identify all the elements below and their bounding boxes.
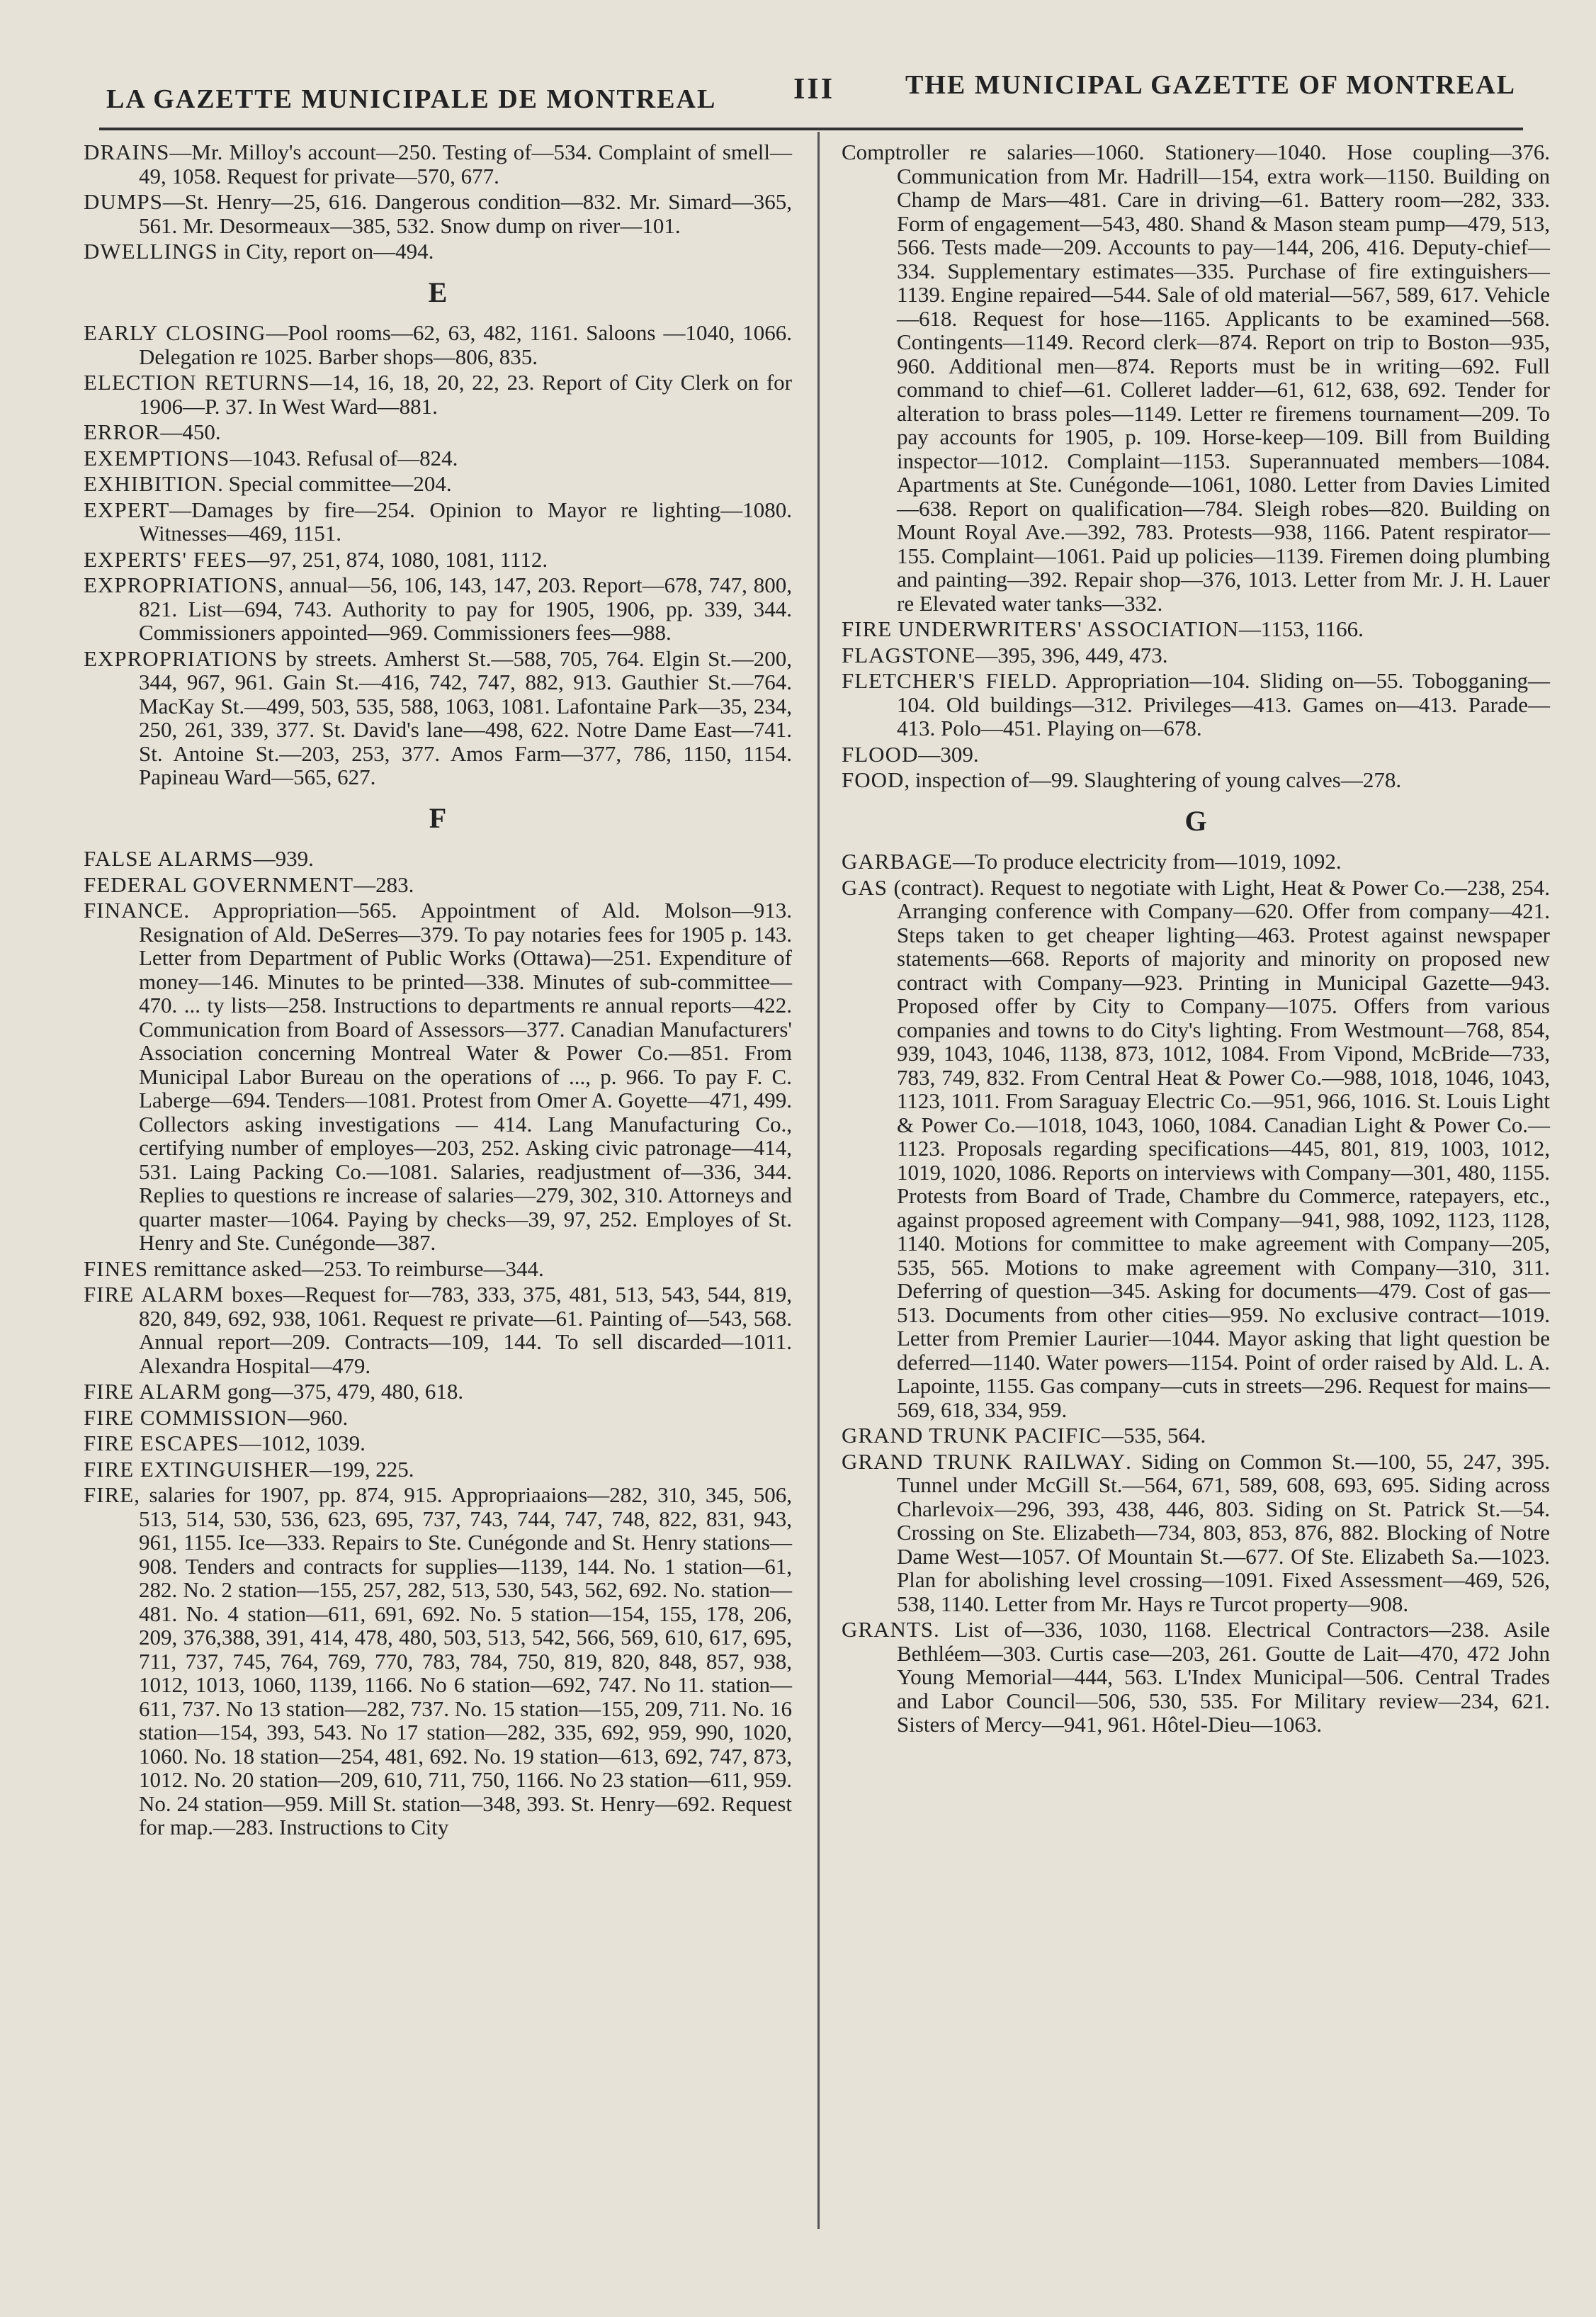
entry-heading: EXPERT [84,497,170,522]
entry-heading: DRAINS [84,140,170,164]
entry-references: —Damages by fire—254. Opinion to Mayor re lighting—1080. Witnesses—469, 1151. [139,497,792,546]
index-entry [84,1483,792,1839]
entry-heading: GRAND TRUNK RAILWAY [842,1448,1126,1474]
index-entry [842,1424,1550,1448]
entry-references: , inspection of—99. Slaughtering of young calves—278. [904,767,1402,792]
index-entry [842,669,1550,740]
entry-references: —1153, 1166. [1238,616,1364,641]
entry-references: —St. Henry—25, 616. Dangerous condition—832. Mr. Simard—365, 561. Mr. Desormeaux—385, 532. Snow dump on river—101. [139,189,792,238]
index-entry [842,643,1550,667]
entry-references: —283. [353,872,414,897]
section-letter: E [428,276,448,308]
entry-references: Comptroller re salaries—1060. Stationery—1040. Hose coupling—376. Communication from Mr. Hadrill—154, extra work—1150. Building on Champ de Mars—481. Care in driving—61. Battery room—282, 333. Form of engagement—543, 480. Shand & Mason steam pump—479, 513, 566. Tests made—209. Accounts to pay—144, 206, 416. Deputy-chief—334. Supplementary estimates—335. Purchase of fire extinguishers—1139. Engine repaired—544. Sale of old material—567, 589, 617. Vehicle—618. Request for hose—1165. Applicants to be examined—568. Contingents—1149. Record clerk—874. Report on trip to Boston—935, 960. Additional men—874. Reports must be in writing—692. Full command to chief—61. Colleret ladder—61, 612, 638, 692. Tender for alteration to brass poles—1149. Letter re firemens tournament—209. To pay accounts for 1905, p. 109. Horse-keep—109. Bill from Building inspector—1012. Complaint—1153. Superannuated members—1084. Apartments at Ste. Cunégonde—1061, 1080. Letter from Davies Limited—638. Report on qualification—784. Sleigh robes—820. Building on Mount Royal Ave.—392, 783. Protests—938, 1166. Patent respirator—155. Complaint—1061. Paid up policies—1139. Firemen doing plumbing and painting—392. Repair shop—376, 1013. Letter from Mr. J. H. Lauer re Elevated water tanks—332. [842,140,1550,616]
entry-references: —1043. Refusal of—824. [230,445,458,470]
entry-heading: ERROR [84,419,161,444]
index-entry [84,1257,792,1281]
index-entry [84,190,792,237]
index-entry [84,847,792,871]
entry-heading: FIRE ALARM [84,1282,225,1307]
entry-references: . Appropriation—565. Appointment of Ald. Molson—913. Resignation of Ald. DeSerres—379. To pay notaries fees for 1905 p. 143. Letter from Department of Public Works (Ottawa)—251. Expenditure of money—146. Minutes to be printed—338. Minutes of sub-committee—470. ... ty lists—258. Instructions to departments re annual reports—422. Communication from Board of Assessors—377. Canadian Manufacturers' Association concerning Montreal Water & Power Co.—851. From Municipal Labor Bureau on the operations of ..., p. 966. To pay F. C. Laberge—694. Tenders—1081. Protest from Omer A. Goyette—471, 499. Collectors asking investigations — 414. Lang Manufacturing Co., certifying number of employes—203, 252. Asking civic patronage—414, 531. Laing Packing Co.—1081. Salaries, readjustment of—336, 344. Replies to questions re increase of salaries—279, 302, 310. Attorneys and quarter master—1064. Paying by checks—39, 97, 252. Employes of St. Henry and Ste. Cunégonde—387. [139,898,792,1255]
entry-references: . Special committee—204. [217,471,452,496]
entry-heading: GAS [842,874,888,900]
index-entry [84,472,792,496]
entry-heading: DWELLINGS [84,239,218,264]
entry-references: , annual—56, 106, 143, 147, 203. Report—678, 747, 800, 821. List—694, 743. Authority to pay for 1905, 1906, pp. 339, 344. Commissioners appointed—969. Commissioners fees—988. [139,573,792,645]
index-entry [84,1380,792,1404]
header-english-title: THE MUNICIPAL GAZETTE OF MONTREAL [905,70,1516,100]
entry-references: , salaries for 1907, pp. 874, 915. Appropriaaions—282, 310, 345, 506, 513, 514, 530, 536, 623, 695, 737, 743, 744, 747, 748, 822, 831, 943, 961, 1155. Ice—333. Repairs to Ste. Cunégonde and St. Henry stations—908. Tenders and contracts for supplies—1139, 144. No. 1 station—61, 282. No. 2 station—155, 257, 282, 513, 530, 543, 562, 692. No. station—481. No. 4 station—611, 691, 692. No. 5 station—154, 155, 178, 206, 209, 376,388, 391, 414, 478, 480, 503, 513, 542, 566, 569, 610, 617, 695, 711, 737, 745, 764, 769, 770, 783, 784, 750, 819, 820, 848, 857, 938, 1012, 1013, 1060, 1139, 1166. No 6 station—692, 747. No 11. station—611, 737. No 13 station—282, 737. No. 15 station—155, 209, 711. No. 16 station—154, 393, 543. No 17 station—282, 335, 692, 959, 990, 1020, 1060. No. 18 station—254, 481, 692. No. 19 station—613, 692, 747, 873, 1012. No. 20 station—209, 610, 711, 750, 1166. No 23 station—611, 959. No. 24 station—959. Mill St. station—348, 393. St. Henry—692. Request for map.—283. Instructions to City [134,1482,792,1839]
index-entry [842,743,1550,767]
entry-references: —535, 564. [1101,1423,1206,1448]
index-entry [842,617,1550,641]
index-column-left [84,140,792,1842]
section-letter: F [429,801,447,834]
index-entry [842,876,1550,1422]
entry-heading: FIRE COMMISSION [84,1404,288,1430]
index-entry [84,1431,792,1455]
index-entry [84,898,792,1255]
entry-heading: FIRE [84,1482,135,1507]
index-entry [84,239,792,264]
index-entry [84,1282,792,1377]
index-entry [842,850,1550,874]
index-entry [842,140,1550,615]
entry-references: . List of—336, 1030, 1168. Electrical Contractors—238. Asile Bethléem—303. Curtis case—203, 261. Goutte de Lait—470, 472 John Young Memorial—444, 563. L'Index Municipal—506. Central Trades and Labor Council—506, 530, 535. For Military review—234, 621. Sisters of Mercy—941, 961. Hôtel-Dieu—1063. [897,1617,1550,1737]
section-letter: G [1184,804,1207,837]
entry-heading: FLAGSTONE [842,642,976,667]
entry-references: —14, 16, 18, 20, 22, 23. Report of City Clerk on for 1906—P. 37. In West Ward—881. [139,370,792,419]
column-divider [817,132,820,2229]
entry-references: —Mr. Milloy's account—250. Testing of—534. Complaint of smell—49, 1058. Request for private—570, 677. [139,140,792,188]
index-entry [842,1450,1550,1616]
entry-heading: EXHIBITION [84,471,218,496]
entry-references: . Appropriation—104. Sliding on—55. Tobogganing—104. Old buildings—312. Privileges—413. Games on—413. Parade—413. Polo—451. Playing on—678. [897,668,1550,740]
index-entry [842,768,1550,792]
entry-references: —395, 396, 449, 473. [975,642,1168,667]
entry-references: —Pool rooms—62, 63, 482, 1161. Saloons —1040, 1066. Delegation re 1025. Barber shops—806, 835. [139,320,792,369]
entry-heading: EARLY CLOSING [84,320,266,345]
entry-heading: ELECTION RETURNS [84,370,310,395]
entry-references: . Siding on Common St.—100, 55, 247, 395. Tunnel under McGill St.—564, 671, 589, 608, 693, 695. Siding across Charlevoix—296, 393, 438, 446, 803. Siding on St. Patrick St.—54. Crossing on Ste. Elizabeth—734, 803, 853, 876, 882. Blocking of Notre Dame West—1057. Of Mountain St.—677. Of Ste. Elizabeth Sa.—1023. Plan for abolishing level crossing—1091. Fixed Assessment—469, 526, 538, 1140. Letter from Mr. Hays re Turcot property—908. [897,1448,1550,1616]
entry-references: remittance asked—253. To reimburse—344. [148,1256,544,1281]
index-entry [84,371,792,418]
page-header [99,62,1523,130]
index-entry [84,1406,792,1430]
index-entry [84,873,792,897]
entry-heading: FINANCE [84,898,184,923]
entry-references: —97, 251, 874, 1080, 1081, 1112. [247,546,548,572]
entry-heading: FLOOD [842,741,919,767]
entry-heading: EXPERTS' FEES [84,546,248,572]
entry-references: boxes—Request for—783, 333, 375, 481, 513, 543, 544, 819, 820, 849, 692, 938, 1061. Request re private—61. Painting of—543, 568. Annual report—209. Contracts—109, 144. To sell discarded—1011. Alexandra Hospital—479. [139,1282,793,1378]
entry-heading: FEDERAL GOVERNMENT [84,872,354,897]
index-entry [84,140,792,188]
index-column-right [842,140,1550,1739]
entry-references: —To produce electricity from—1019, 1092. [952,849,1342,874]
page-number: III [793,73,835,106]
index-entry [84,1458,792,1482]
entry-heading: FIRE UNDERWRITERS' ASSOCIATION [842,616,1239,641]
index-entry [84,321,792,368]
entry-heading: FINES [84,1256,149,1281]
entry-heading: EXEMPTIONS [84,445,230,470]
entry-heading: FIRE ESCAPES [84,1431,239,1455]
entry-heading: EXPROPRIATIONS [84,646,278,671]
entry-references: gong—375, 479, 480, 618. [222,1379,464,1404]
entry-heading: FLETCHER'S FIELD [842,668,1052,693]
entry-heading: GRANTS [842,1617,934,1642]
entry-references: (contract). Request to negotiate with Light, Heat & Power Co.—238, 254. Arranging conference with Company—620. Offer from company—421. Steps taken to get cheaper lighting—463. Protest against newspaper statements—668. Reports of majority and minority on proposed new contract with Company—923. Printing in Municipal Gazette—943. Proposed offer by City to Company—1075. Offers from various companies and towns to do City's lighting. From Westmount—768, 854, 939, 1043, 1046, 1138, 873, 1012, 1084. From Vipond, McBride—733, 783, 749, 832. From Central Heat & Power Co.—988, 1018, 1046, 1043, 1123, 1011. From Saraguay Electric Co.—951, 966, 1016. St. Louis Light & Power Co.—1018, 1043, 1060, 1084. Canadian Light & Power Co.—1123. Proposals regarding specifications—445, 801, 819, 1003, 1012, 1019, 1020, 1086. Reports on interviews with Company—301, 480, 1155. Protests from Board of Trade, Chambre du Commerce, ratepayers, etc., against proposed agreement with Company—941, 988, 1092, 1123, 1128, 1140. Motions for committee to make agreement with Company—205, 535, 565. Motions to make agreement with Company—310, 311. Deferring of question—345. Asking for documents—479. Cost of gas—513. Documents from other cities—959. No exclusive contract—1019. Letter from Premier Laurier—1044. Mayor asking that light question be deferred—1140. Water powers—1154. Point of order raised by Ald. L. A. Lapointe, 1155. Gas company—cuts in streets—296. Request for mains—569, 618, 334, 959. [888,874,1550,1422]
entry-heading: FALSE ALARMS [84,846,254,871]
entry-heading: FIRE EXTINGUISHER [84,1456,310,1482]
index-entry [84,446,792,470]
entry-heading: FIRE ALARM [84,1379,222,1404]
entry-heading: EXPROPRIATIONS [84,573,278,597]
entry-references: —1012, 1039. [239,1431,366,1455]
index-entry [84,647,792,789]
index-entry [84,573,792,645]
entry-references: —309. [918,741,979,767]
index-entry [84,420,792,444]
header-french-title: LA GAZETTE MUNICIPALE DE MONTREAL [106,84,717,114]
index-entry [84,548,792,572]
entry-heading: GARBAGE [842,849,953,874]
index-entry [842,1618,1550,1737]
entry-references: —939. [253,846,314,871]
entry-references: —450. [160,419,221,444]
entry-references: by streets. Amherst St.—588, 705, 764. Elgin St.—200, 344, 967, 961. Gain St.—416, 742, 747, 882, 913. Gauthier St.—764. MacKay St.—499, 503, 535, 588, 1063, 1081. Lafontaine Park—35, 234, 250, 261, 339, 377. St. David's lane—498, 622. Notre Dame East—741. St. Antoine St.—203, 253, 377. Amos Farm—377, 786, 1150, 1154. Papineau Ward—565, 627. [139,646,792,789]
entry-heading: FOOD [842,767,905,792]
entry-references: in City, report on—494. [217,239,434,264]
entry-heading: GRAND TRUNK PACIFIC [842,1423,1102,1448]
entry-references: —960. [288,1404,349,1430]
index-entry [84,498,792,546]
entry-heading: DUMPS [84,189,163,214]
entry-references: —199, 225. [310,1456,414,1482]
